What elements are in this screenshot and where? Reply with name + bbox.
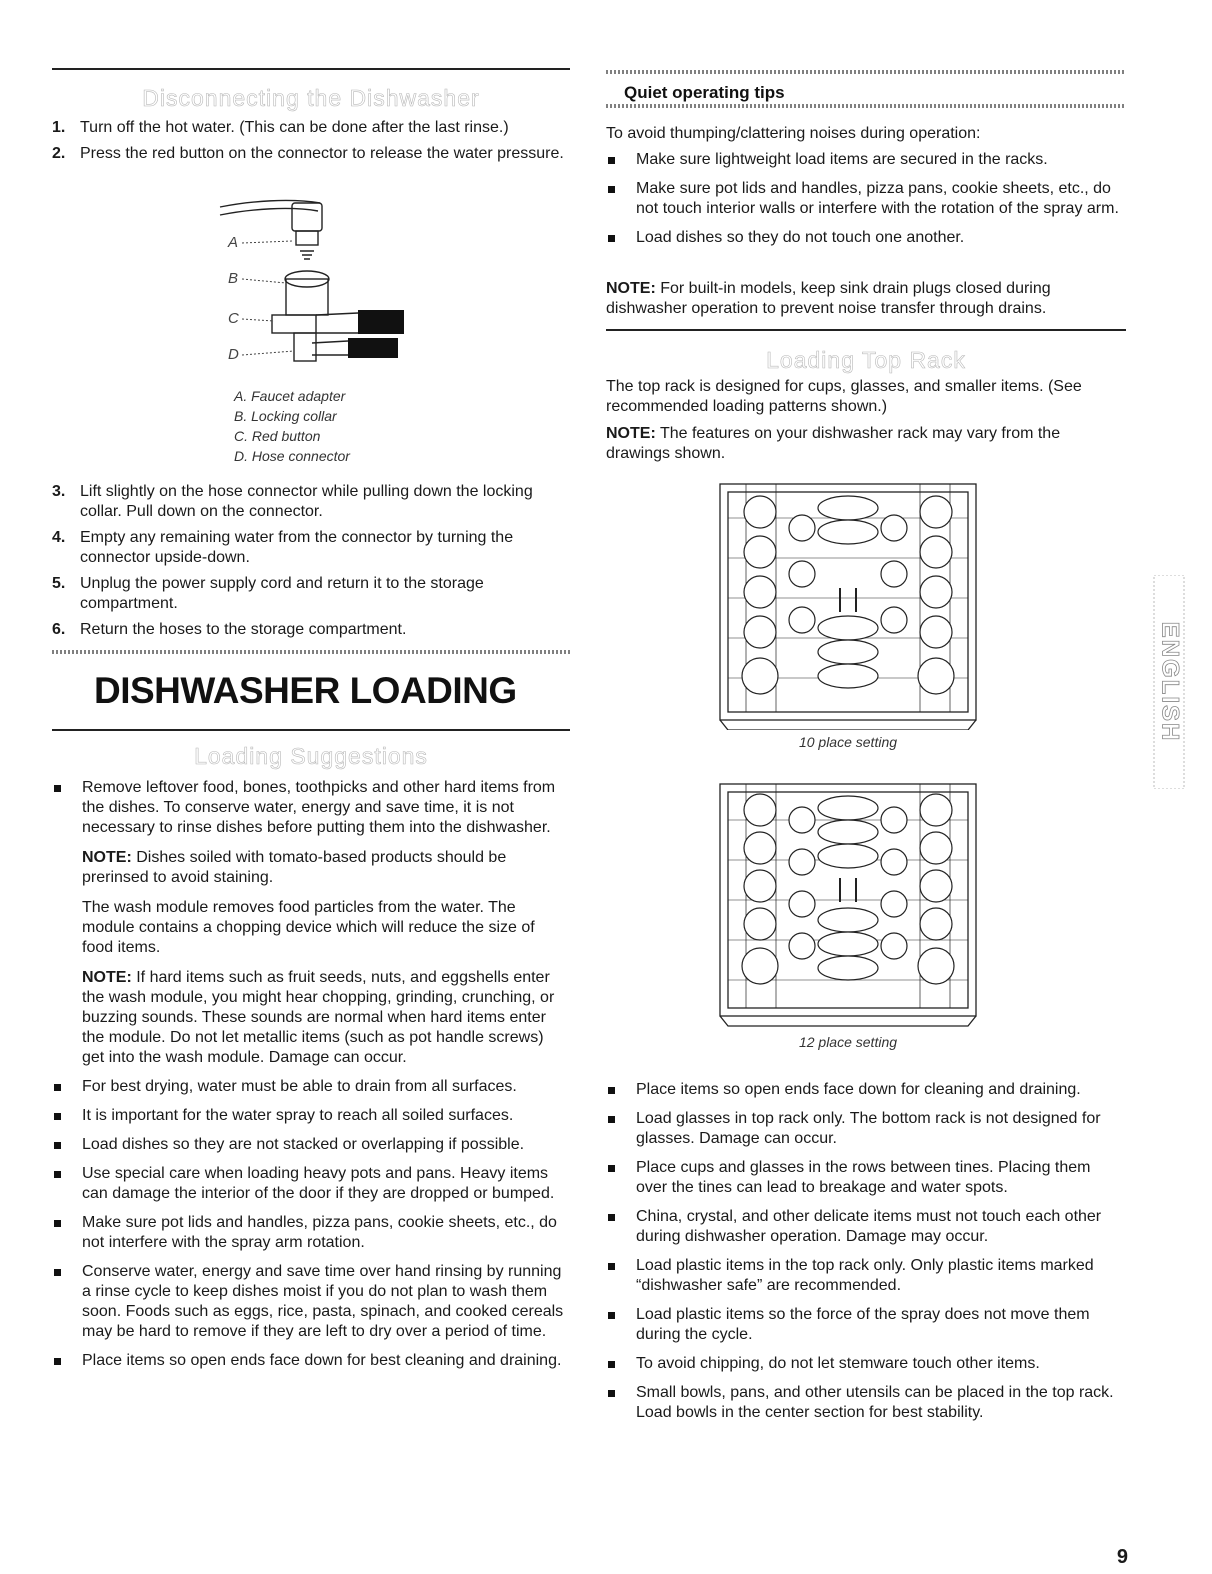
list-item: Make sure pot lids and handles, pizza pans, cookie sheets, etc., do not touch interior walls or interfere with the rotation of the spray arm. — [606, 179, 1126, 219]
illustration-captions — [234, 386, 350, 466]
list-item: 4. Empty any remaining water from the connector by turning the connector upside-down. — [52, 529, 514, 566]
list-item: 3. Lift slightly on the hose connector while pulling down the locking collar. Pull down on the connector. — [52, 483, 533, 520]
list-item: To avoid chipping, do not let stemware touch other items. — [606, 1354, 1126, 1374]
note-hard-items: NOTE: If hard items such as fruit seeds, nuts, and eggshells enter the wash module, you might hear chopping, grinding, crunching, or buzzing sounds. These sounds are normal when hard items enter the module. Do not let metallic items (such as pot handle screws) get into the wash module. Damage can occur. — [82, 969, 555, 1066]
callout-c: C — [228, 310, 239, 327]
callout-d: D — [228, 346, 239, 363]
rule-under-heading — [52, 729, 570, 731]
list-item: Use special care when loading heavy pots and pans. Heavy items can damage the interior of the door if they are dropped or bumped. — [52, 1164, 570, 1204]
note-tomato: NOTE: Dishes soiled with tomato-based products should be prerinsed to avoid staining. — [82, 849, 507, 886]
caption-hose-connector: D. Hose connector — [234, 448, 350, 464]
list-item: Remove leftover food, bones, toothpicks and other hard items from the dishes. To conserve water, energy and save time, it is not necessary to rinse dishes before putting them into the dishwasher. NOTE: Dishes soiled with tomato-based products should be prerinsed to avoid staining. The wash module removes food particles from the water. The module contains a chopping device which will reduce the size of food items. NOTE: If hard items such as fruit seeds, nuts, and eggshells enter the wash module, you might hear chopping, grinding, crunching, or buzzing sounds. These sounds are normal when hard items enter the module. Do not let metallic items (such as pot handle screws) get into the wash module. Damage can occur. — [52, 778, 570, 1068]
list-item: Place cups and glasses in the rows between tines. Placing them over the tines can lead to breakage and water spots. — [606, 1158, 1126, 1198]
quiet-note: NOTE: For built-in models, keep sink drain plugs closed during dishwasher operation to prevent noise transfer through drains. — [606, 280, 1051, 317]
dotted-divider-right-top — [606, 70, 1126, 74]
dotted-divider-right-under-head — [606, 104, 1126, 108]
section-title-disconnecting: Disconnecting the Dishwasher — [142, 85, 480, 111]
faucet-connector-illustration — [210, 195, 420, 365]
caption-12-place-setting: 12 place setting — [798, 1034, 898, 1050]
section-title-loading-top-rack: Loading Top Rack — [766, 347, 966, 373]
list-item: Place items so open ends face down for cleaning and draining. — [606, 1080, 1126, 1100]
list-item: 2. Press the red button on the connector to release the water pressure. — [52, 145, 564, 162]
section-title-loading-suggestions: Loading Suggestions — [194, 743, 428, 769]
side-tab-label: ENGLISH — [1156, 621, 1184, 743]
list-item: China, crystal, and other delicate items must not touch each other during dishwasher operation. Damage may occur. — [606, 1207, 1126, 1247]
list-item: 6. Return the hoses to the storage compartment. — [52, 621, 407, 638]
list-item: Load plastic items so the force of the spray does not move them during the cycle. — [606, 1305, 1126, 1345]
rack-illustration-12-place — [716, 780, 980, 1028]
caption-faucet-adapter: A. Faucet adapter — [234, 388, 346, 404]
caption-red-button: C. Red button — [234, 428, 321, 444]
loading-suggestions-list — [52, 778, 570, 1380]
list-item: Place items so open ends face down for best cleaning and draining. — [52, 1351, 570, 1371]
page-number: 9 — [1116, 1546, 1128, 1568]
dotted-divider-left — [52, 650, 570, 654]
rule-above-top-rack — [606, 329, 1126, 331]
list-item: Load glasses in top rack only. The bottom rack is not designed for glasses. Damage can occur. — [606, 1109, 1126, 1149]
list-item: Small bowls, pans, and other utensils can be placed in the top rack. Load bowls in the center section for best stability. — [606, 1383, 1126, 1423]
list-item: 1. Turn off the hot water. (This can be done after the last rinse.) — [52, 119, 509, 136]
top-rack-note: NOTE: The features on your dishwasher rack may vary from the drawings shown. — [606, 425, 1061, 462]
caption-locking-collar: B. Locking collar — [234, 408, 337, 424]
list-item: Load dishes so they are not stacked or overlapping if possible. — [52, 1135, 570, 1155]
disconnect-steps-b — [52, 482, 570, 646]
section-title-quiet-tips: Quiet operating tips — [624, 83, 785, 102]
rack-illustration-10-place — [716, 478, 980, 730]
list-item: Load dishes so they do not touch one another. — [606, 228, 1126, 248]
callout-b: B — [228, 270, 239, 287]
top-rack-list — [606, 1080, 1126, 1432]
list-item: For best drying, water must be able to drain from all surfaces. — [52, 1077, 570, 1097]
page-heading-dishwasher-loading: DISHWASHER LOADING — [94, 670, 517, 711]
hose-block-lower — [348, 338, 398, 358]
top-rack-intro: The top rack is designed for cups, glasses, and smaller items. (See recommended loading patterns shown.) — [606, 378, 1082, 415]
list-item: Conserve water, energy and save time over hand rinsing by running a rinse cycle to keep dishes moist if you do not plan to wash them soon. Foods such as eggs, rice, pasta, spinach, and cooked cereals may be hard to remove if they are left to dry over a period of time. — [52, 1262, 570, 1342]
quiet-intro: To avoid thumping/clattering noises during operation: — [606, 125, 981, 142]
list-item: Make sure lightweight load items are secured in the racks. — [606, 150, 1126, 170]
list-item: Make sure pot lids and handles, pizza pans, cookie sheets, etc., do not interfere with the spray arm rotation. — [52, 1213, 570, 1253]
list-item: Load plastic items in the top rack only. Only plastic items marked “dishwasher safe” are recommended. — [606, 1256, 1126, 1296]
wash-module-paragraph: The wash module removes food particles from the water. The module contains a chopping device which will reduce the size of food items. — [82, 899, 535, 956]
list-item: 5. Unplug the power supply cord and return it to the storage compartment. — [52, 575, 484, 612]
list-item: It is important for the water spray to reach all soiled surfaces. — [52, 1106, 570, 1126]
top-rule-left — [52, 68, 570, 70]
disconnect-steps-a — [52, 118, 570, 170]
language-side-tab — [1152, 575, 1186, 789]
quiet-tips-list — [606, 150, 1126, 257]
caption-10-place-setting: 10 place setting — [798, 734, 898, 750]
hose-block-upper — [358, 310, 404, 334]
callout-a: A — [228, 234, 239, 251]
